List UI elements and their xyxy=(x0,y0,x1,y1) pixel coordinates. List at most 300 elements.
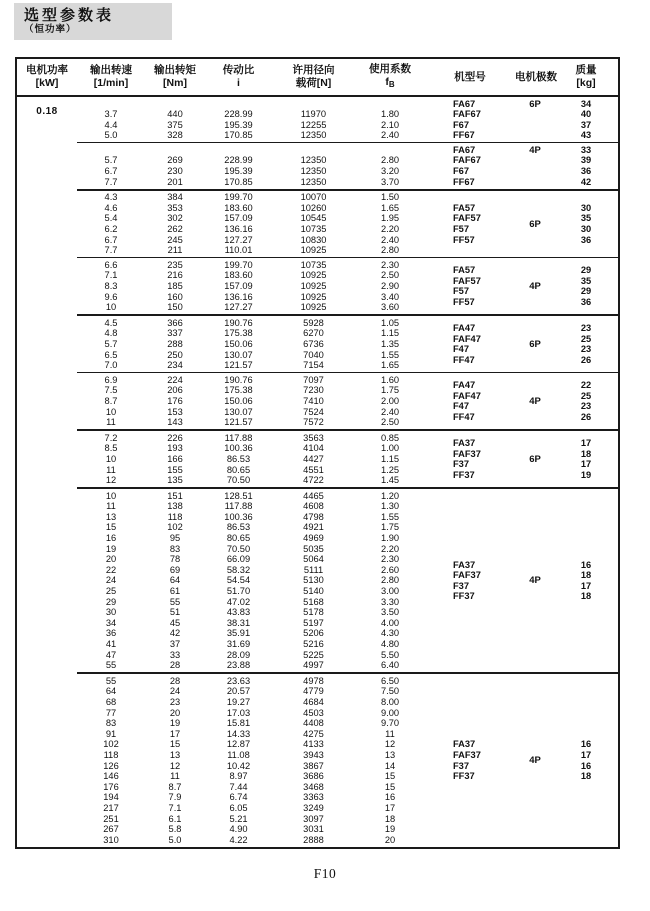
cell-radial-load: 10925 xyxy=(300,270,327,281)
cell-radial-load: 10735 xyxy=(300,259,327,270)
pole-column xyxy=(515,575,555,586)
page-number: F10 xyxy=(313,866,337,881)
model-label: FAF37 xyxy=(453,570,481,581)
table-row xyxy=(77,803,425,814)
cell-output-speed: 4.8 xyxy=(104,328,118,339)
cell-ratio: 28.09 xyxy=(226,649,251,660)
cell-output-speed: 194 xyxy=(103,792,119,803)
cell-ratio: 6.05 xyxy=(229,802,248,813)
table-block xyxy=(77,489,618,674)
mass-list xyxy=(555,265,617,307)
cell-output-speed: 68 xyxy=(105,696,117,707)
cell-ratio: 190.76 xyxy=(224,374,253,385)
cell-ratio: 35.91 xyxy=(226,628,251,639)
cell-radial-load: 7097 xyxy=(303,374,324,385)
pole-label: 6P xyxy=(529,338,541,350)
pole-column xyxy=(515,396,555,407)
cell-output-torque: 440 xyxy=(167,109,183,120)
cell-ratio: 121.57 xyxy=(224,417,253,428)
table-row xyxy=(77,782,425,793)
cell-ratio: 43.83 xyxy=(226,607,251,618)
cell-service-factor: 3.00 xyxy=(380,586,400,597)
cell-radial-load: 10925 xyxy=(300,302,327,313)
pole-label: 4P xyxy=(529,575,541,587)
cell-service-factor: 19 xyxy=(384,824,396,835)
cell-output-speed: 77 xyxy=(105,707,117,718)
cell-output-speed: 10 xyxy=(105,302,117,313)
cell-output-torque: 61 xyxy=(169,586,181,597)
cell-radial-load: 12255 xyxy=(300,119,327,130)
cell-output-speed: 34 xyxy=(105,617,117,628)
cell-output-speed: 64 xyxy=(105,686,117,697)
table-row xyxy=(77,339,425,350)
cell-radial-load: 2888 xyxy=(303,834,324,845)
cell-radial-load: 10735 xyxy=(300,224,327,235)
table-row xyxy=(77,417,425,428)
cell-service-factor: 1.30 xyxy=(380,501,400,512)
model-list xyxy=(425,380,515,422)
model-label: FA67 xyxy=(453,144,476,155)
cell-service-factor: 18 xyxy=(384,813,396,824)
mass-value: 17 xyxy=(580,459,592,470)
cell-ratio: 150.06 xyxy=(224,338,253,349)
cell-output-torque: 262 xyxy=(167,224,183,235)
cell-output-speed: 5.0 xyxy=(104,130,118,141)
cell-output-torque: 235 xyxy=(167,259,183,270)
cell-ratio: 199.70 xyxy=(224,192,253,203)
cell-service-factor: 1.05 xyxy=(380,317,400,328)
table-row xyxy=(77,750,425,761)
mass-value: 23 xyxy=(580,401,592,412)
model-label: FAF47 xyxy=(453,390,481,401)
model-list xyxy=(425,560,515,602)
pole-label: 4P xyxy=(529,395,541,407)
cell-radial-load: 6736 xyxy=(303,338,324,349)
table-row xyxy=(77,739,425,750)
model-label: F47 xyxy=(453,344,470,355)
cell-ratio: 127.27 xyxy=(224,302,253,313)
cell-radial-load: 12350 xyxy=(300,166,327,177)
model-label: FF47 xyxy=(453,411,475,422)
cell-output-torque: 176 xyxy=(167,395,183,406)
cell-service-factor: 0.85 xyxy=(380,432,400,443)
mass-value: 23 xyxy=(580,323,592,334)
cell-ratio: 157.09 xyxy=(224,281,253,291)
table-row xyxy=(77,318,425,329)
cell-radial-load: 10830 xyxy=(300,234,327,245)
cell-output-torque: 234 xyxy=(167,360,183,371)
pole-label: 6P xyxy=(529,98,541,110)
mass-list xyxy=(555,203,617,245)
cell-output-speed: 5.7 xyxy=(104,338,118,349)
table-row xyxy=(77,302,425,313)
cell-ratio: 15.81 xyxy=(226,718,251,729)
cell-radial-load: 7040 xyxy=(303,349,324,360)
pole-column xyxy=(515,219,555,230)
cell-service-factor: 1.65 xyxy=(380,360,400,371)
cell-radial-load: 3867 xyxy=(303,760,324,771)
cell-output-torque: 13 xyxy=(169,749,181,760)
cell-output-speed: 6.9 xyxy=(104,374,118,385)
cell-service-factor: 1.55 xyxy=(380,349,400,360)
cell-ratio: 228.99 xyxy=(224,155,253,166)
cell-radial-load: 3031 xyxy=(303,824,324,835)
cell-service-factor: 11 xyxy=(385,728,395,739)
cell-ratio: 47.02 xyxy=(226,596,251,607)
cell-output-torque: 51 xyxy=(169,607,181,618)
cell-output-speed: 47 xyxy=(105,649,117,660)
cell-radial-load: 3363 xyxy=(303,792,324,803)
cell-output-speed: 4.4 xyxy=(104,119,118,130)
cell-radial-load: 4608 xyxy=(303,501,324,512)
cell-output-torque: 206 xyxy=(167,385,183,396)
cell-service-factor: 3.40 xyxy=(380,291,400,302)
cell-radial-load: 7410 xyxy=(303,395,324,406)
cell-radial-load: 3468 xyxy=(303,781,324,792)
cell-radial-load: 7572 xyxy=(303,417,324,428)
model-label: FA37 xyxy=(453,739,476,750)
model-label: FF37 xyxy=(453,469,475,480)
header-output-torque: 输出转矩 [Nm] xyxy=(154,64,196,89)
cell-radial-load: 5206 xyxy=(303,628,324,639)
cell-radial-load: 4503 xyxy=(303,707,324,718)
cell-output-speed: 118 xyxy=(103,749,119,760)
cell-output-speed: 102 xyxy=(103,739,119,750)
model-label: FA67 xyxy=(453,98,476,109)
cell-output-torque: 288 xyxy=(167,338,183,349)
cell-radial-load: 5225 xyxy=(303,649,324,660)
selection-parameter-table xyxy=(15,57,620,849)
cell-service-factor: 2.30 xyxy=(380,554,400,565)
mass-list xyxy=(555,145,617,187)
cell-output-speed: 126 xyxy=(103,760,119,771)
cell-output-torque: 155 xyxy=(167,464,183,475)
mass-list xyxy=(555,438,617,480)
cell-radial-load: 3249 xyxy=(303,802,324,813)
table-row xyxy=(77,177,425,188)
cell-ratio: 54.54 xyxy=(226,575,251,586)
table-block xyxy=(77,431,618,489)
cell-output-speed: 7.7 xyxy=(104,176,118,187)
cell-ratio: 130.07 xyxy=(224,406,253,417)
table-row xyxy=(77,824,425,835)
cell-radial-load: 4997 xyxy=(303,660,324,671)
cell-service-factor: 2.80 xyxy=(380,155,400,166)
cell-output-torque: 150 xyxy=(167,302,183,313)
cell-service-factor: 1.35 xyxy=(380,338,400,349)
cell-ratio: 5.21 xyxy=(229,813,248,824)
header-service-factor: 使用系数 fB xyxy=(369,63,411,89)
cell-radial-load: 5035 xyxy=(303,543,324,554)
cell-output-speed: 12 xyxy=(105,475,117,486)
cell-output-torque: 211 xyxy=(167,245,183,256)
data-rows xyxy=(77,318,425,371)
table-row xyxy=(77,708,425,719)
model-label: FAF67 xyxy=(453,155,481,166)
mass-list xyxy=(555,99,617,141)
header-motor-poles: 电机极数 xyxy=(515,70,557,83)
cell-output-speed: 5.4 xyxy=(104,213,118,224)
cell-service-factor: 3.20 xyxy=(380,166,400,177)
mass-list xyxy=(555,323,617,365)
power-column xyxy=(17,97,77,847)
model-list xyxy=(425,323,515,365)
cell-output-torque: 193 xyxy=(167,443,183,454)
cell-ratio: 117.88 xyxy=(224,432,253,443)
model-label: FAF57 xyxy=(453,275,481,286)
model-label: FF57 xyxy=(453,296,475,307)
cell-output-torque: 8.7 xyxy=(168,781,182,792)
mass-value: 40 xyxy=(580,109,592,120)
table-row xyxy=(77,245,425,256)
mass-value: 16 xyxy=(580,739,592,750)
table-row xyxy=(77,761,425,772)
cell-output-speed: 19 xyxy=(105,543,117,554)
mass-value: 42 xyxy=(580,176,592,187)
table-block xyxy=(77,373,618,431)
header-output-speed: 输出转速 [1/min] xyxy=(90,64,132,89)
cell-radial-load: 7524 xyxy=(303,406,324,417)
cell-service-factor: 1.45 xyxy=(380,475,400,486)
data-rows xyxy=(77,260,425,313)
cell-service-factor: 9.70 xyxy=(380,718,400,729)
cell-ratio: 136.16 xyxy=(224,224,253,235)
table-row xyxy=(77,475,425,486)
cell-radial-load: 12350 xyxy=(300,176,327,187)
model-label: FA47 xyxy=(453,323,476,334)
table-block xyxy=(77,674,618,847)
table-row xyxy=(77,235,425,246)
table-row xyxy=(77,203,425,214)
cell-output-torque: 5.0 xyxy=(168,834,182,845)
cell-radial-load: 5140 xyxy=(303,586,324,597)
cell-radial-load: 5178 xyxy=(303,607,324,618)
model-label: FAF37 xyxy=(453,749,481,760)
model-label: FF57 xyxy=(453,234,475,245)
cell-service-factor: 3.70 xyxy=(380,176,400,187)
cell-ratio: 175.38 xyxy=(224,385,253,396)
model-label: FA57 xyxy=(453,265,476,276)
mass-value: 25 xyxy=(580,390,592,401)
table-row xyxy=(77,350,425,361)
pole-column xyxy=(515,454,555,465)
cell-output-speed: 24 xyxy=(105,575,117,586)
pole-column xyxy=(515,99,555,110)
cell-service-factor: 2.40 xyxy=(380,406,400,417)
table-row xyxy=(77,120,425,131)
cell-output-torque: 384 xyxy=(167,192,183,203)
cell-output-torque: 353 xyxy=(167,202,183,213)
cell-ratio: 8.97 xyxy=(229,771,248,782)
table-row xyxy=(77,554,425,565)
cell-output-torque: 153 xyxy=(167,406,183,417)
cell-output-speed: 4.6 xyxy=(104,202,118,213)
table-row xyxy=(77,292,425,303)
cell-output-torque: 185 xyxy=(167,281,183,291)
cell-service-factor: 1.00 xyxy=(380,443,400,454)
table-block xyxy=(77,258,618,316)
mass-value: 36 xyxy=(580,296,592,307)
cell-radial-load: 4551 xyxy=(303,464,324,475)
cell-ratio: 100.36 xyxy=(224,511,253,522)
motor-power-value: 0.18 xyxy=(36,106,58,117)
cell-ratio: 170.85 xyxy=(224,130,253,141)
cell-radial-load: 11970 xyxy=(300,109,327,120)
model-label: F37 xyxy=(453,459,470,470)
cell-output-torque: 245 xyxy=(167,234,183,245)
cell-ratio: 6.74 xyxy=(229,792,248,803)
cell-output-speed: 11 xyxy=(106,464,116,475)
model-label: FA47 xyxy=(453,380,476,391)
model-list xyxy=(425,203,515,245)
cell-service-factor: 2.80 xyxy=(380,575,400,586)
cell-ratio: 183.60 xyxy=(224,202,253,213)
data-rows xyxy=(77,491,425,671)
cell-ratio: 157.09 xyxy=(224,213,253,224)
cell-output-torque: 250 xyxy=(167,349,183,360)
cell-output-speed: 8.7 xyxy=(104,395,118,406)
cell-radial-load: 3943 xyxy=(303,749,324,760)
cell-service-factor: 8.00 xyxy=(380,696,400,707)
table-row xyxy=(77,360,425,371)
cell-output-speed: 251 xyxy=(103,813,119,824)
cell-radial-load: 5064 xyxy=(303,554,324,565)
cell-output-speed: 83 xyxy=(105,718,117,729)
cell-output-torque: 216 xyxy=(167,270,183,281)
pole-label: 4P xyxy=(529,755,541,767)
cell-output-torque: 230 xyxy=(167,166,183,177)
cell-output-torque: 226 xyxy=(167,432,183,443)
model-label: FA37 xyxy=(453,438,476,449)
cell-output-torque: 102 xyxy=(167,522,183,533)
table-row xyxy=(77,676,425,687)
cell-output-torque: 337 xyxy=(167,328,183,339)
cell-service-factor: 3.60 xyxy=(380,302,400,313)
cell-output-torque: 45 xyxy=(169,617,181,628)
cell-output-torque: 138 xyxy=(167,501,183,512)
table-row xyxy=(77,686,425,697)
cell-radial-load: 3563 xyxy=(303,432,324,443)
mass-value: 36 xyxy=(580,234,592,245)
cell-radial-load: 4684 xyxy=(303,696,324,707)
cell-radial-load: 5111 xyxy=(303,564,324,575)
cell-output-speed: 4.3 xyxy=(104,192,118,203)
cell-service-factor: 2.20 xyxy=(380,224,400,235)
cell-output-torque: 269 xyxy=(167,155,183,166)
mass-value: 36 xyxy=(580,166,592,177)
page-subtitle: （恒功率） xyxy=(24,24,77,35)
pole-label: 4P xyxy=(529,280,541,292)
cell-ratio: 19.27 xyxy=(226,696,251,707)
cell-ratio: 51.70 xyxy=(226,586,251,597)
cell-service-factor: 1.50 xyxy=(380,192,400,203)
cell-output-torque: 7.1 xyxy=(168,802,182,813)
cell-service-factor: 1.15 xyxy=(380,453,400,464)
model-list xyxy=(425,99,515,141)
cell-radial-load: 7154 xyxy=(303,360,324,371)
cell-ratio: 4.90 xyxy=(229,824,248,835)
mass-value: 39 xyxy=(580,155,592,166)
cell-radial-load: 4408 xyxy=(303,718,324,729)
table-row xyxy=(77,155,425,166)
mass-value: 26 xyxy=(580,411,592,422)
cell-radial-load: 4779 xyxy=(303,686,324,697)
cell-radial-load: 4133 xyxy=(303,739,324,750)
cell-service-factor: 1.60 xyxy=(380,374,400,385)
cell-service-factor: 9.00 xyxy=(380,707,400,718)
cell-radial-load: 10925 xyxy=(300,281,327,291)
mass-value: 29 xyxy=(580,286,592,297)
cell-radial-load: 5928 xyxy=(303,317,324,328)
cell-radial-load: 5197 xyxy=(303,617,324,628)
table-row xyxy=(77,544,425,555)
cell-service-factor: 1.15 xyxy=(380,328,400,339)
cell-output-speed: 16 xyxy=(105,533,117,544)
cell-ratio: 58.32 xyxy=(226,564,251,575)
model-label: FA57 xyxy=(453,202,476,213)
model-label: F47 xyxy=(453,401,470,412)
model-list xyxy=(425,739,515,781)
title-box xyxy=(14,3,172,40)
mass-value: 30 xyxy=(580,224,592,235)
table-row xyxy=(77,281,425,292)
table-row xyxy=(77,443,425,454)
cell-service-factor: 2.50 xyxy=(380,417,400,428)
cell-output-speed: 15 xyxy=(105,522,117,533)
cell-ratio: 80.65 xyxy=(226,533,251,544)
cell-ratio: 170.85 xyxy=(224,176,253,187)
cell-service-factor: 5.50 xyxy=(380,649,400,660)
cell-output-speed: 7.1 xyxy=(104,270,118,281)
cell-output-torque: 33 xyxy=(169,649,181,660)
mass-value: 43 xyxy=(580,130,592,141)
cell-service-factor: 1.75 xyxy=(380,522,400,533)
pole-column xyxy=(515,281,555,292)
cell-output-torque: 15 xyxy=(169,739,181,750)
mass-value: 16 xyxy=(580,760,592,771)
cell-output-speed: 6.7 xyxy=(104,234,118,245)
table-row xyxy=(77,433,425,444)
mass-value: 23 xyxy=(580,344,592,355)
cell-output-torque: 83 xyxy=(169,543,181,554)
mass-value: 34 xyxy=(580,98,592,109)
table-row xyxy=(77,407,425,418)
cell-output-speed: 91 xyxy=(105,728,117,739)
cell-ratio: 10.42 xyxy=(226,760,251,771)
cell-radial-load: 12350 xyxy=(300,130,327,141)
cell-output-speed: 10 xyxy=(105,453,117,464)
cell-radial-load: 4275 xyxy=(303,728,324,739)
table-row xyxy=(77,465,425,476)
model-label: F57 xyxy=(453,224,470,235)
cell-output-speed: 41 xyxy=(105,639,117,649)
cell-output-speed: 4.5 xyxy=(104,317,118,328)
mass-list xyxy=(555,560,617,602)
cell-output-torque: 19 xyxy=(169,718,181,729)
model-list xyxy=(425,265,515,307)
cell-ratio: 127.27 xyxy=(224,234,253,245)
cell-output-torque: 42 xyxy=(169,628,181,639)
mass-list xyxy=(555,739,617,781)
cell-output-speed: 10 xyxy=(105,406,117,417)
model-list xyxy=(425,438,515,480)
cell-service-factor: 15 xyxy=(384,781,396,792)
cell-ratio: 100.36 xyxy=(224,443,253,454)
cell-radial-load: 10925 xyxy=(300,245,327,256)
model-label: F57 xyxy=(453,286,470,297)
cell-service-factor: 13 xyxy=(384,749,396,760)
table-row xyxy=(77,597,425,608)
